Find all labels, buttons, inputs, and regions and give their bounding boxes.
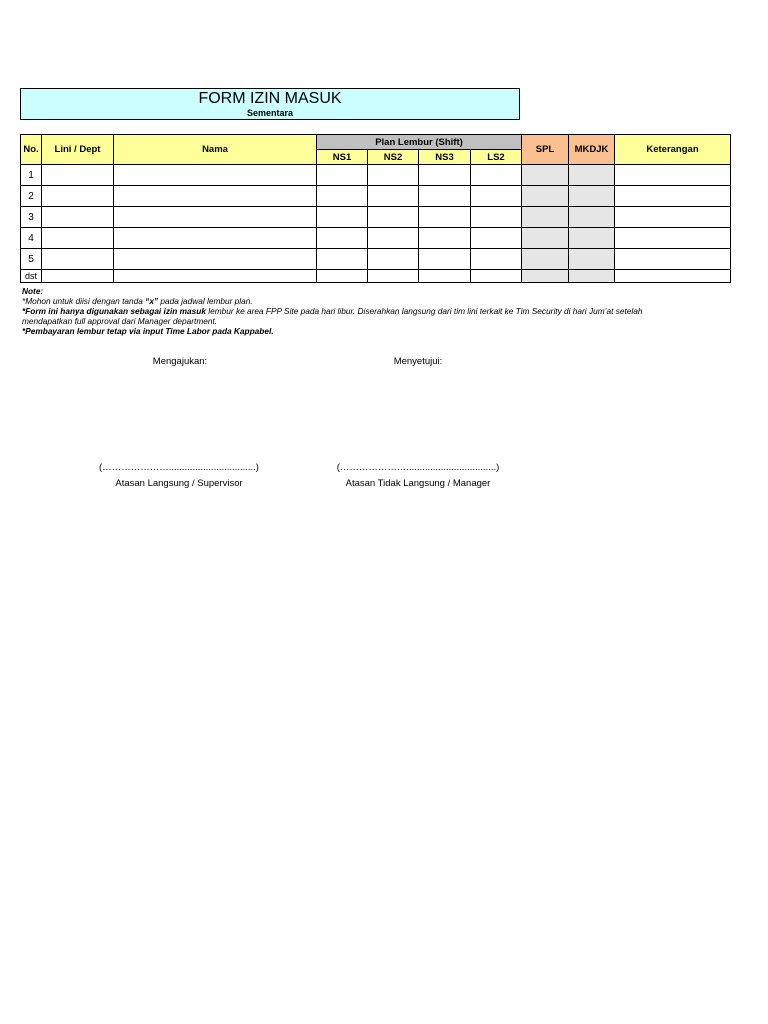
cell-lini-dept[interactable] xyxy=(42,270,114,283)
cell-ns3[interactable] xyxy=(419,228,471,249)
cell-ns1[interactable] xyxy=(317,165,368,186)
form-title-box xyxy=(20,88,520,120)
cell-spl xyxy=(522,165,569,186)
cell-ls2[interactable] xyxy=(471,186,522,207)
cell-spl xyxy=(522,186,569,207)
cell-ns1[interactable] xyxy=(317,249,368,270)
note-line-1 xyxy=(22,296,722,306)
form-title: FORM IZIN MASUK xyxy=(198,90,342,107)
cell-ls2[interactable] xyxy=(471,165,522,186)
header-keterangan: Keterangan xyxy=(615,135,731,165)
cell-ns1[interactable] xyxy=(317,207,368,228)
manager-signature-line: (…………………..................................) xyxy=(336,462,500,473)
cell-ls2[interactable] xyxy=(471,207,522,228)
cell-ns2[interactable] xyxy=(368,186,419,207)
cell-spl xyxy=(522,249,569,270)
row-number: 5 xyxy=(21,249,42,270)
table-row xyxy=(21,228,731,249)
cell-ls2[interactable] xyxy=(471,270,522,283)
row-number: 2 xyxy=(21,186,42,207)
header-no: No. xyxy=(21,135,42,165)
cell-nama[interactable] xyxy=(114,165,317,186)
cell-ns2[interactable] xyxy=(368,207,419,228)
cell-keterangan[interactable] xyxy=(615,207,731,228)
form-subtitle: Sementara xyxy=(246,108,294,118)
notes-section xyxy=(22,286,722,336)
mengajukan-label: Mengajukan: xyxy=(152,356,208,367)
header-ls2: LS2 xyxy=(471,150,522,165)
cell-keterangan[interactable] xyxy=(615,186,731,207)
note-1-text: *Mohon untuk diisi dengan tanda xyxy=(22,296,146,306)
cell-mkdjk xyxy=(569,228,615,249)
cell-keterangan[interactable] xyxy=(615,270,731,283)
overtime-table xyxy=(20,134,731,283)
header-ns2: NS2 xyxy=(368,150,419,165)
cell-nama[interactable] xyxy=(114,249,317,270)
cell-lini-dept[interactable] xyxy=(42,249,114,270)
row-number: 4 xyxy=(21,228,42,249)
cell-lini-dept[interactable] xyxy=(42,165,114,186)
note-2-bold: *Form ini hanya digunakan sebagai izin masuk xyxy=(22,306,206,316)
cell-ns3[interactable] xyxy=(419,186,471,207)
cell-ns1[interactable] xyxy=(317,186,368,207)
header-nama: Nama xyxy=(114,135,317,165)
cell-nama[interactable] xyxy=(114,207,317,228)
cell-keterangan[interactable] xyxy=(615,165,731,186)
cell-ns2[interactable] xyxy=(368,270,419,283)
cell-keterangan[interactable] xyxy=(615,249,731,270)
cell-mkdjk xyxy=(569,249,615,270)
cell-ns2[interactable] xyxy=(368,249,419,270)
cell-spl xyxy=(522,207,569,228)
cell-ns2[interactable] xyxy=(368,165,419,186)
header-spl: SPL xyxy=(522,135,569,165)
header-plan-lembur: Plan Lembur (Shift) xyxy=(317,135,522,150)
cell-mkdjk xyxy=(569,207,615,228)
cell-ns1[interactable] xyxy=(317,228,368,249)
cell-ls2[interactable] xyxy=(471,228,522,249)
note-line-3: mendapatkan full approval dari Manager department. xyxy=(22,316,218,326)
cell-lini-dept[interactable] xyxy=(42,186,114,207)
cell-ns3[interactable] xyxy=(419,270,471,283)
menyetujui-label: Menyetujui: xyxy=(393,356,443,367)
header-ns3: NS3 xyxy=(419,150,471,165)
note-line-4: *Pembayaran lembur tetap via input Time Labor pada Kappabel. xyxy=(22,326,274,336)
cell-ns1[interactable] xyxy=(317,270,368,283)
cell-spl xyxy=(522,270,569,283)
table-row xyxy=(21,249,731,270)
cell-ns2[interactable] xyxy=(368,228,419,249)
note-1-text-end: pada jadwal lembur plan. xyxy=(158,296,253,306)
cell-ns3[interactable] xyxy=(419,165,471,186)
table-row-dst xyxy=(21,270,731,283)
cell-mkdjk xyxy=(569,165,615,186)
cell-ns3[interactable] xyxy=(419,207,471,228)
table-row xyxy=(21,207,731,228)
header-ns1: NS1 xyxy=(317,150,368,165)
cell-ls2[interactable] xyxy=(471,249,522,270)
table-row xyxy=(21,186,731,207)
row-number-dst: dst xyxy=(21,270,42,283)
manager-role: Atasan Tidak Langsung / Manager xyxy=(345,478,491,489)
cell-lini-dept[interactable] xyxy=(42,228,114,249)
cell-mkdjk xyxy=(569,270,615,283)
note-line-2 xyxy=(22,306,722,316)
row-number: 1 xyxy=(21,165,42,186)
notes-heading: Note: xyxy=(22,286,44,296)
table-row xyxy=(21,165,731,186)
cell-nama[interactable] xyxy=(114,186,317,207)
cell-nama[interactable] xyxy=(114,270,317,283)
note-2-text: lembur ke area FPP Site pada hari libur. Diserahkan langsung dari tim lini terkait ke Tim Security di hari Jum’at setelah xyxy=(205,306,643,316)
note-1-mark: “x” xyxy=(145,296,159,306)
row-number: 3 xyxy=(21,207,42,228)
cell-lini-dept[interactable] xyxy=(42,207,114,228)
cell-nama[interactable] xyxy=(114,228,317,249)
cell-mkdjk xyxy=(569,186,615,207)
cell-spl xyxy=(522,228,569,249)
header-lini-dept: Lini / Dept xyxy=(42,135,114,165)
header-mkdjk: MKDJK xyxy=(569,135,615,165)
cell-ns3[interactable] xyxy=(419,249,471,270)
supervisor-role: Atasan Langsung / Supervisor xyxy=(115,478,243,489)
cell-keterangan[interactable] xyxy=(615,228,731,249)
supervisor-signature-line: (………………….................................) xyxy=(99,462,259,473)
